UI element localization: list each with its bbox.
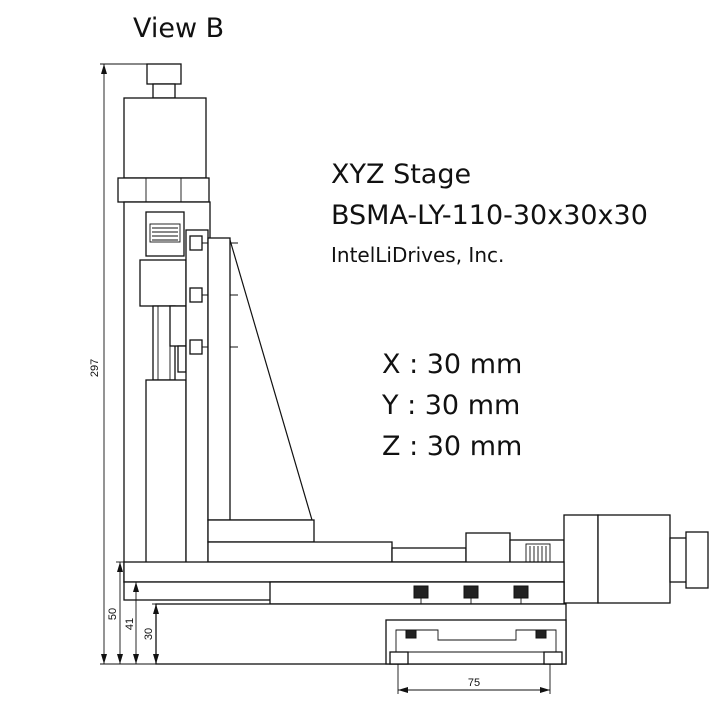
dim-50: 50: [107, 607, 119, 621]
screw-head: [514, 586, 528, 598]
x-motor-flange: [564, 515, 598, 603]
x-motor-knob: [686, 532, 708, 588]
x-carriage: [208, 542, 392, 562]
motor-knob-shaft: [153, 84, 175, 98]
y-slide: [124, 562, 564, 582]
z-motor-flange: [118, 178, 209, 202]
mounting-adaptor: [386, 620, 566, 664]
product-type: XYZ Stage: [331, 159, 472, 190]
xy-axis-assembly: [124, 515, 708, 664]
dim-41: 41: [124, 617, 136, 631]
angle-bracket-rib: [230, 240, 312, 520]
travel-y: Y : 30 mm: [382, 390, 521, 421]
screw-head: [464, 586, 478, 598]
z-axis-assembly: [118, 64, 312, 582]
dim-75: 75: [467, 677, 481, 689]
angle-bracket-plate: [208, 238, 230, 520]
screw-head: [190, 236, 202, 250]
travel-z: Z : 30 mm: [382, 431, 523, 462]
z-carriage-plate: [186, 230, 208, 580]
z-coupling: [146, 212, 184, 256]
travel-x: X : 30 mm: [382, 349, 523, 380]
z-motor-body: [124, 98, 206, 178]
x-motor-body: [598, 515, 670, 603]
x-motor-knob-shaft: [670, 538, 688, 582]
model-number: BSMA-LY-110-30x30x30: [331, 200, 648, 231]
z-nut-block: [140, 260, 186, 306]
motor-knob: [147, 64, 181, 84]
title-block: [331, 159, 648, 267]
z-column-body: [146, 380, 186, 580]
screw-head: [406, 630, 416, 638]
screw-head: [190, 340, 202, 354]
dim-30: 30: [143, 627, 155, 641]
screw-head: [536, 630, 546, 638]
view-label: View B: [133, 13, 225, 44]
company-name: IntelLiDrives, Inc.: [331, 243, 505, 267]
screw-head: [414, 586, 428, 598]
screw-head: [190, 288, 202, 302]
travel-specs: [381, 349, 522, 462]
dim-overall-height: 297: [89, 358, 101, 378]
bracket-foot: [208, 520, 314, 542]
